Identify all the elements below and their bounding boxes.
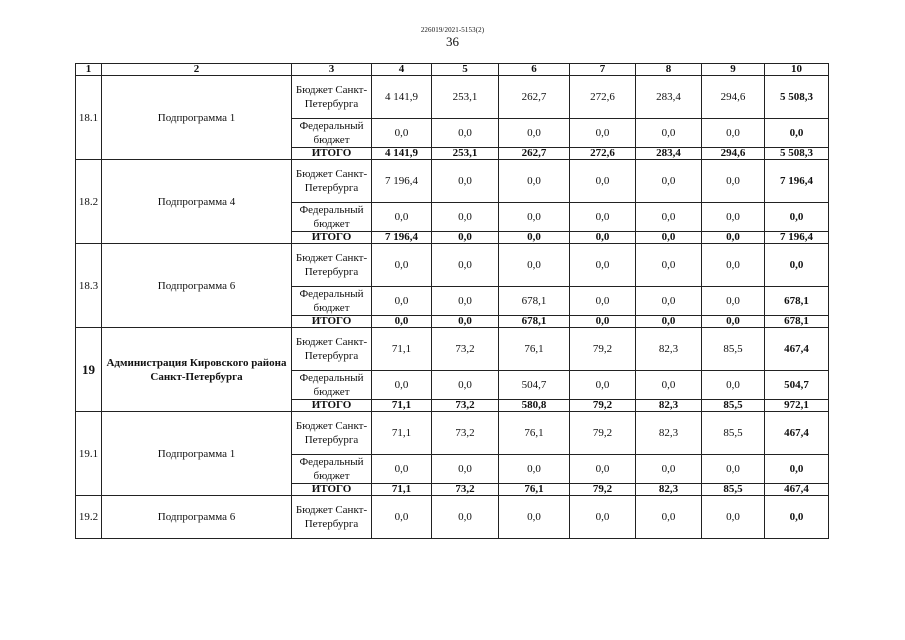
table-row (76, 328, 829, 371)
value-cell: 7 196,4 (372, 232, 432, 244)
table-row (76, 160, 829, 203)
value-cell: 0,0 (372, 244, 432, 287)
value-cell: 4 141,9 (372, 76, 432, 119)
value-cell: 0,0 (636, 244, 702, 287)
value-cell: 0,0 (636, 160, 702, 203)
budget-table (75, 63, 829, 539)
sum-cell: 678,1 (765, 287, 829, 316)
value-cell: 0,0 (570, 160, 636, 203)
total-label: ИТОГО (292, 232, 372, 244)
value-cell: 262,7 (499, 148, 570, 160)
total-label: ИТОГО (292, 400, 372, 412)
column-number-row (76, 64, 829, 76)
value-cell: 272,6 (570, 148, 636, 160)
value-cell: 0,0 (432, 232, 499, 244)
value-cell: 0,0 (432, 119, 499, 148)
value-cell: 76,1 (499, 484, 570, 496)
column-header: 10 (765, 64, 829, 76)
value-cell: 0,0 (372, 496, 432, 539)
funding-source: Федеральный бюджет (292, 119, 372, 148)
column-header: 3 (292, 64, 372, 76)
total-label: ИТОГО (292, 316, 372, 328)
value-cell: 0,0 (702, 232, 765, 244)
funding-source: Федеральный бюджет (292, 455, 372, 484)
sum-cell: 972,1 (765, 400, 829, 412)
funding-source: Федеральный бюджет (292, 203, 372, 232)
value-cell: 0,0 (702, 119, 765, 148)
table-row (76, 496, 829, 539)
value-cell: 0,0 (499, 160, 570, 203)
value-cell: 0,0 (372, 203, 432, 232)
funding-source: Федеральный бюджет (292, 371, 372, 400)
value-cell: 580,8 (499, 400, 570, 412)
sum-cell: 7 196,4 (765, 232, 829, 244)
value-cell: 0,0 (702, 371, 765, 400)
value-cell: 82,3 (636, 412, 702, 455)
value-cell: 76,1 (499, 412, 570, 455)
value-cell: 294,6 (702, 76, 765, 119)
table-row (76, 412, 829, 455)
value-cell: 0,0 (570, 203, 636, 232)
value-cell: 253,1 (432, 148, 499, 160)
value-cell: 79,2 (570, 484, 636, 496)
value-cell: 0,0 (702, 160, 765, 203)
value-cell: 0,0 (636, 455, 702, 484)
column-header: 4 (372, 64, 432, 76)
value-cell: 0,0 (570, 496, 636, 539)
row-number: 18.3 (76, 244, 102, 328)
value-cell: 0,0 (702, 496, 765, 539)
value-cell: 73,2 (432, 328, 499, 371)
sum-cell: 467,4 (765, 328, 829, 371)
value-cell: 82,3 (636, 484, 702, 496)
value-cell: 0,0 (702, 455, 765, 484)
value-cell: 71,1 (372, 328, 432, 371)
sum-cell: 0,0 (765, 203, 829, 232)
row-number: 19.1 (76, 412, 102, 496)
program-name: Подпрограмма 6 (102, 244, 292, 328)
document-code: 226019/2021-5153(2) (420, 26, 485, 34)
value-cell: 0,0 (636, 496, 702, 539)
funding-source: Бюджет Санкт-Петербурга (292, 160, 372, 203)
row-number: 18.1 (76, 76, 102, 160)
row-number: 19.2 (76, 496, 102, 539)
value-cell: 0,0 (372, 455, 432, 484)
table-row (76, 76, 829, 119)
sum-cell: 5 508,3 (765, 148, 829, 160)
value-cell: 0,0 (570, 244, 636, 287)
value-cell: 0,0 (636, 119, 702, 148)
funding-source: Бюджет Санкт-Петербурга (292, 496, 372, 539)
table-row (76, 244, 829, 287)
value-cell: 0,0 (432, 496, 499, 539)
value-cell: 504,7 (499, 371, 570, 400)
program-name: Подпрограмма 1 (102, 76, 292, 160)
program-name: Подпрограмма 4 (102, 160, 292, 244)
value-cell: 253,1 (432, 76, 499, 119)
value-cell: 0,0 (570, 232, 636, 244)
value-cell: 0,0 (499, 496, 570, 539)
value-cell: 73,2 (432, 484, 499, 496)
sum-cell: 467,4 (765, 484, 829, 496)
value-cell: 0,0 (636, 316, 702, 328)
sum-cell: 504,7 (765, 371, 829, 400)
value-cell: 0,0 (636, 203, 702, 232)
column-header: 9 (702, 64, 765, 76)
value-cell: 0,0 (702, 287, 765, 316)
value-cell: 283,4 (636, 76, 702, 119)
value-cell: 0,0 (570, 316, 636, 328)
value-cell: 262,7 (499, 76, 570, 119)
value-cell: 272,6 (570, 76, 636, 119)
value-cell: 7 196,4 (372, 160, 432, 203)
funding-source: Бюджет Санкт-Петербурга (292, 244, 372, 287)
value-cell: 0,0 (636, 232, 702, 244)
value-cell: 0,0 (372, 287, 432, 316)
value-cell: 0,0 (372, 371, 432, 400)
page-number: 36 (446, 34, 459, 49)
value-cell: 0,0 (432, 203, 499, 232)
value-cell: 0,0 (432, 287, 499, 316)
value-cell: 79,2 (570, 412, 636, 455)
value-cell: 0,0 (432, 371, 499, 400)
value-cell: 85,5 (702, 412, 765, 455)
value-cell: 82,3 (636, 328, 702, 371)
value-cell: 73,2 (432, 400, 499, 412)
program-name: Подпрограмма 6 (102, 496, 292, 539)
value-cell: 85,5 (702, 484, 765, 496)
row-number: 19 (76, 328, 102, 412)
value-cell: 0,0 (499, 244, 570, 287)
value-cell: 0,0 (432, 316, 499, 328)
value-cell: 0,0 (570, 287, 636, 316)
table-body (76, 76, 829, 539)
sum-cell: 0,0 (765, 496, 829, 539)
value-cell: 82,3 (636, 400, 702, 412)
value-cell: 0,0 (432, 244, 499, 287)
sum-cell: 5 508,3 (765, 76, 829, 119)
value-cell: 71,1 (372, 400, 432, 412)
value-cell: 678,1 (499, 287, 570, 316)
total-label: ИТОГО (292, 484, 372, 496)
value-cell: 73,2 (432, 412, 499, 455)
value-cell: 0,0 (702, 316, 765, 328)
sum-cell: 0,0 (765, 244, 829, 287)
value-cell: 0,0 (636, 371, 702, 400)
value-cell: 0,0 (636, 287, 702, 316)
value-cell: 678,1 (499, 316, 570, 328)
value-cell: 71,1 (372, 484, 432, 496)
funding-source: Федеральный бюджет (292, 287, 372, 316)
value-cell: 0,0 (570, 371, 636, 400)
sum-cell: 0,0 (765, 119, 829, 148)
value-cell: 0,0 (499, 119, 570, 148)
value-cell: 0,0 (499, 455, 570, 484)
value-cell: 71,1 (372, 412, 432, 455)
total-label: ИТОГО (292, 148, 372, 160)
column-header: 2 (102, 64, 292, 76)
value-cell: 0,0 (499, 232, 570, 244)
value-cell: 85,5 (702, 328, 765, 371)
column-header: 7 (570, 64, 636, 76)
value-cell: 79,2 (570, 328, 636, 371)
value-cell: 85,5 (702, 400, 765, 412)
row-number: 18.2 (76, 160, 102, 244)
value-cell: 0,0 (702, 244, 765, 287)
funding-source: Бюджет Санкт-Петербурга (292, 328, 372, 371)
value-cell: 0,0 (702, 203, 765, 232)
funding-source: Бюджет Санкт-Петербурга (292, 76, 372, 119)
value-cell: 0,0 (432, 455, 499, 484)
value-cell: 0,0 (570, 455, 636, 484)
value-cell: 79,2 (570, 400, 636, 412)
value-cell: 0,0 (372, 119, 432, 148)
funding-source: Бюджет Санкт-Петербурга (292, 412, 372, 455)
column-header: 8 (636, 64, 702, 76)
value-cell: 0,0 (432, 160, 499, 203)
value-cell: 0,0 (570, 119, 636, 148)
value-cell: 76,1 (499, 328, 570, 371)
sum-cell: 7 196,4 (765, 160, 829, 203)
value-cell: 0,0 (499, 203, 570, 232)
value-cell: 4 141,9 (372, 148, 432, 160)
value-cell: 0,0 (372, 316, 432, 328)
column-header: 6 (499, 64, 570, 76)
sum-cell: 678,1 (765, 316, 829, 328)
column-header: 5 (432, 64, 499, 76)
value-cell: 283,4 (636, 148, 702, 160)
sum-cell: 0,0 (765, 455, 829, 484)
sum-cell: 467,4 (765, 412, 829, 455)
program-name: Администрация Кировского района Санкт-Петербурга (102, 328, 292, 412)
column-header: 1 (76, 64, 102, 76)
value-cell: 294,6 (702, 148, 765, 160)
program-name: Подпрограмма 1 (102, 412, 292, 496)
